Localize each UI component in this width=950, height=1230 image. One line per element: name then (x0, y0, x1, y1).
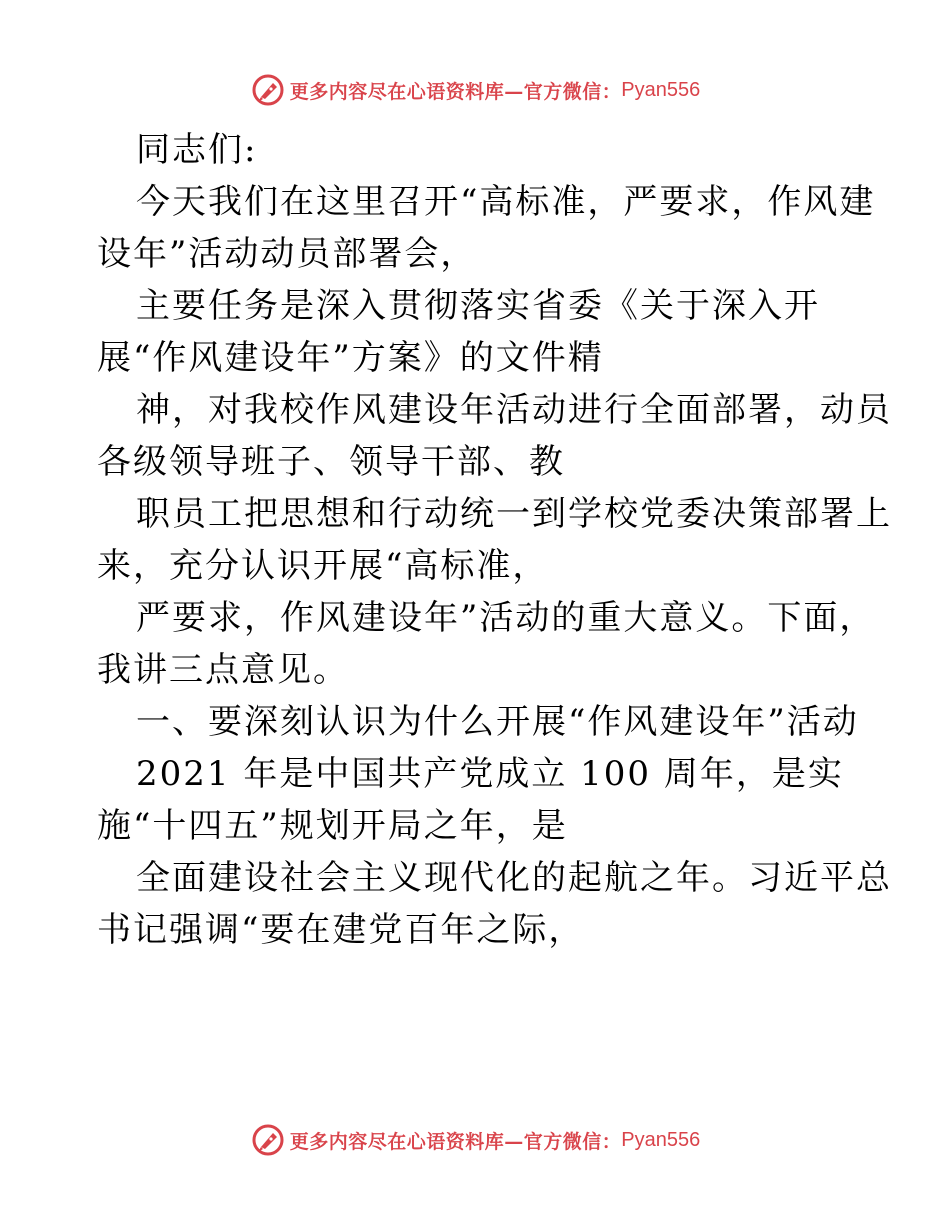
text-line: 施“十四五”规划开局之年，是 (97, 806, 568, 846)
text-line: 各级领导班子、领导干部、教 (97, 442, 565, 482)
watermark-wechat-id: Pyan556 (621, 78, 701, 101)
text-line: 我讲三点意见。 (97, 650, 349, 690)
text-line: 来，充分认识开展“高标准， (97, 546, 549, 586)
text-line: 主要任务是深入贯彻落实省委《关于深入开 (136, 286, 820, 326)
header-watermark (0, 70, 950, 110)
watermark-wechat-id: Pyan556 (621, 1128, 701, 1151)
text-line: 同志们: (136, 130, 258, 170)
watermark-chinese-text: 更多内容尽在心语资料库—官方微信： (289, 80, 622, 103)
text-line: 严要求，作风建设年”活动的重大意义。下面， (136, 598, 876, 638)
footer-watermark (0, 1120, 950, 1160)
text-line: 一、要深刻认识为什么开展“作风建设年”活动 (136, 702, 859, 742)
text-line: 2021 年是中国共产党成立 100 周年，是实 (136, 754, 844, 794)
pen-nib-circle-icon (250, 72, 286, 108)
text-line: 今天我们在这里召开“高标准，严要求，作风建 (136, 182, 876, 222)
document-body (97, 124, 892, 956)
text-line: 神，对我校作风建设年活动进行全面部署，动员 (136, 390, 892, 430)
text-line: 展“作风建设年”方案》的文件精 (97, 338, 604, 378)
text-line: 全面建设社会主义现代化的起航之年。习近平总 (136, 858, 892, 898)
text-line: 职员工把思想和行动统一到学校党委决策部署上 (136, 494, 892, 534)
watermark-chinese-text: 更多内容尽在心语资料库—官方微信： (289, 1130, 622, 1153)
text-line: 书记强调“要在建党百年之际， (97, 910, 585, 950)
text-line: 设年”活动动员部署会， (97, 234, 477, 274)
pen-nib-circle-icon (250, 1122, 286, 1158)
